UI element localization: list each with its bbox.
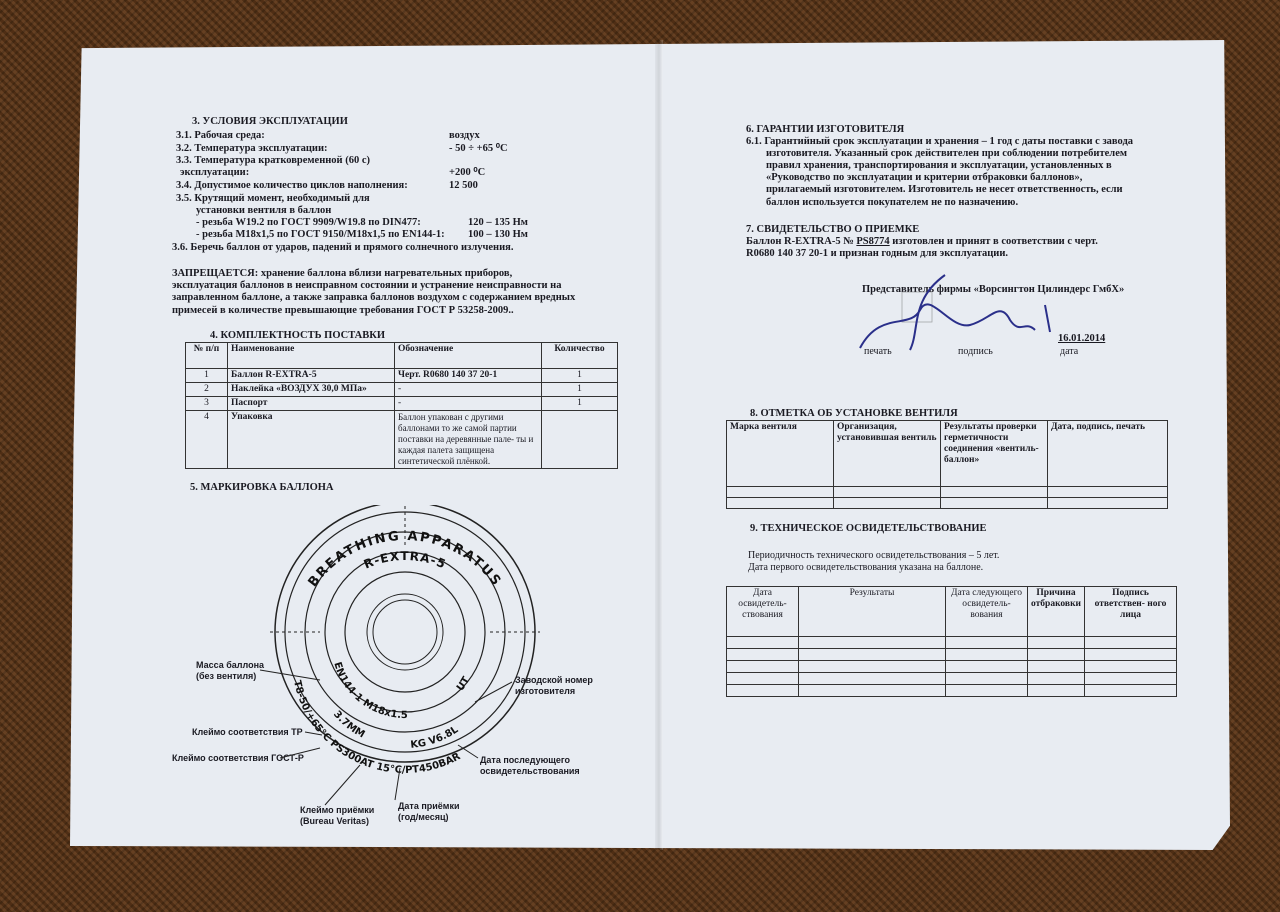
cell: 2 <box>186 383 228 397</box>
prohibition-text: ЗАПРЕЩАЕТСЯ: хранение баллона вблизи нагревательных приборов, <box>172 268 513 279</box>
s9-line: Дата первого освидетельствования указана на баллоне. <box>748 562 984 573</box>
ring-text-standard: EN144-1 M18x1.5 <box>331 660 408 722</box>
acceptance-date: 16.01.2014 <box>1058 333 1106 344</box>
label-gost-mark: Клеймо соответствия ГОСТ-Р <box>172 753 304 763</box>
label-acceptance-mark: Клеймо приёмки <box>300 805 375 815</box>
col-header: Наименование <box>228 343 395 369</box>
ring-text-weight: KG V6.8L <box>409 724 461 751</box>
section-6-title: 6. ГАРАНТИИ ИЗГОТОВИТЕЛЯ <box>746 124 905 135</box>
col-header: Результаты <box>799 587 946 637</box>
table-row <box>186 411 618 469</box>
table-header <box>186 343 618 369</box>
col-header: Дата освидетель- ствования <box>727 587 799 637</box>
valve-table <box>726 420 1168 509</box>
table-row <box>727 498 1168 509</box>
svg-text:R-EXTRA-5 <box>362 549 449 572</box>
representative: Представитель фирмы «Ворсингтон Цилиндерс ГмбХ» <box>862 284 1125 295</box>
ring-text-wall: 3.7MM <box>331 708 367 741</box>
s7-text: Баллон R-EXTRA-5 № <box>746 236 857 247</box>
cell: 3 <box>186 397 228 411</box>
s3-row: 3.5. Крутящий момент, необходимый для <box>176 193 370 204</box>
col-header: Обозначение <box>395 343 542 369</box>
cell: Упаковка <box>228 411 395 469</box>
cell: Наклейка «ВОЗДУХ 30,0 МПа» <box>228 383 395 397</box>
s3-value: - 50 ÷ +65 ⁰C <box>449 143 508 154</box>
s7-text: изготовлен и принят в соответствии с черт. <box>889 236 1098 247</box>
cell: 1 <box>542 369 618 383</box>
cell: Баллон R-EXTRA-5 <box>228 369 395 383</box>
cell: Паспорт <box>228 397 395 411</box>
cell: 1 <box>542 383 618 397</box>
label-mass-sub: (без вентиля) <box>196 671 257 681</box>
s6-line: изготовителя. Указанный срок действителен при соблюдении потребителем <box>766 148 1128 159</box>
label-acceptance-date: Дата приёмки <box>398 801 460 811</box>
table-row <box>727 487 1168 498</box>
s3-row: 3.3. Температура кратковременной (60 с) <box>176 155 371 166</box>
section-3-title: 3. УСЛОВИЯ ЭКСПЛУАТАЦИИ <box>192 116 348 127</box>
ring-text-model: R-EXTRA-5 <box>361 548 449 572</box>
label-serial-sub: изготовителя <box>515 686 576 696</box>
s3-row: - резьба W19.2 по ГОСТ 9909/W19.8 по DIN477: <box>196 217 421 228</box>
table-row <box>727 637 1177 649</box>
s3-row: 3.4. Допустимое количество циклов наполнения: <box>176 180 408 191</box>
cell <box>542 411 618 469</box>
s3-row: 3.6. Беречь баллон от ударов, падений и прямого солнечного излучения. <box>172 242 514 253</box>
label-acceptance-sub: (Bureau Veritas) <box>300 816 370 826</box>
label-next-inspection-sub: освидетельствования <box>480 766 580 776</box>
table-row <box>727 685 1177 697</box>
s3-row: 3.1. Рабочая среда: <box>176 130 265 141</box>
cell: Баллон упакован с другими баллонами то же самой партии поставки на деревянные пале- ты и каждая палета защищена синтетической плёнкой. <box>395 411 542 469</box>
ring-text-breathing: BREATHING APPARATUS <box>305 528 505 590</box>
cell: 1 <box>542 397 618 411</box>
cell: 4 <box>186 411 228 469</box>
cell: 1 <box>186 369 228 383</box>
col-header: Количество <box>542 343 618 369</box>
s3-row: 3.2. Температура эксплуатации: <box>176 143 328 154</box>
col-header: № п/п <box>186 343 228 369</box>
table-row <box>186 383 618 397</box>
cell: Черт. R0680 140 37 20-1 <box>395 369 542 383</box>
label-serial: Заводской номер <box>515 675 593 685</box>
col-header: Причина отбраковки <box>1028 587 1085 637</box>
s6-line: 6.1. Гарантийный срок эксплуатации и хранения – 1 год с даты поставки с завода <box>746 136 1134 147</box>
s3-row: - резьба M18x1,5 по ГОСТ 9150/M18x1,5 по EN144-1: <box>196 229 445 240</box>
col-header: Результаты проверки герметичности соединения «вентиль-баллон» <box>941 421 1048 487</box>
table-header <box>727 587 1177 637</box>
label-next-inspection: Дата последующего <box>480 755 570 765</box>
prohibition-text: примесей в количестве превышающие требования ГОСТ Р 53258-2009.. <box>172 305 514 316</box>
s6-line: прилагаемый изготовителем. Изготовитель не несет ответственность, если <box>766 184 1123 195</box>
table-row <box>186 369 618 383</box>
serial-number: PS8774 <box>856 236 890 247</box>
delivery-table <box>185 342 618 469</box>
table-row <box>727 661 1177 673</box>
section-4-title: 4. КОМПЛЕКТНОСТЬ ПОСТАВКИ <box>210 330 386 341</box>
s6-line: баллон используется покупателем не по назначению. <box>766 197 1019 208</box>
s6-line: «Руководство по эксплуатации и критерии отбраковки баллонов», <box>766 172 1083 183</box>
col-header: Марка вентиля <box>727 421 834 487</box>
s3-row: установки вентиля в баллон <box>196 205 332 216</box>
table-row <box>186 397 618 411</box>
section-8-title: 8. ОТМЕТКА ОБ УСТАНОВКЕ ВЕНТИЛЯ <box>750 408 958 419</box>
caption-stamp: печать <box>864 346 892 357</box>
section-7-title: 7. СВИДЕТЕЛЬСТВО О ПРИЕМКЕ <box>746 224 920 235</box>
table-row <box>727 673 1177 685</box>
col-header: Дата следующего освидетель- вования <box>946 587 1028 637</box>
label-acceptance-date-sub: (год/месяц) <box>398 812 449 822</box>
s3-value: 100 – 130 Нм <box>468 229 528 240</box>
s3-value: 12 500 <box>449 180 478 191</box>
cell: - <box>395 383 542 397</box>
ring-text-pressure: T8-50/+65°C PS300AT 15°C/PT450BAR <box>291 679 463 777</box>
s9-line: Периодичность технического освидетельствования – 5 лет. <box>748 550 1000 561</box>
table-row <box>727 649 1177 661</box>
label-tr-mark: Клеймо соответствия ТР <box>192 727 303 737</box>
leader-lines <box>250 640 540 810</box>
s3-value: воздух <box>449 130 480 141</box>
col-header: Дата, подпись, печать <box>1048 421 1168 487</box>
ring-text-ut: UT <box>454 675 473 694</box>
section-9-title: 9. ТЕХНИЧЕСКОЕ ОСВИДЕТЕЛЬСТВОВАНИЕ <box>750 523 987 534</box>
s7-line: R0680 140 37 20-1 и признан годным для эксплуатации. <box>746 248 1009 259</box>
label-mass: Масса баллона <box>196 660 265 670</box>
table-header <box>727 421 1168 487</box>
s6-line: правил хранения, транспортирования и эксплуатации, установленных в <box>766 160 1112 171</box>
s3-value: 120 – 135 Нм <box>468 217 528 228</box>
caption-date: дата <box>1060 346 1079 357</box>
section-5-title: 5. МАРКИРОВКА БАЛЛОНА <box>190 482 334 493</box>
prohibition-text: заправленном баллоне, а также заправка баллонов воздухом с содержанием вредных <box>172 292 576 303</box>
paper-fold <box>655 40 663 850</box>
caption-signature: подпись <box>958 346 993 357</box>
prohibition-text: эксплуатация баллонов в неисправном состоянии и устранение неисправности на <box>172 280 562 291</box>
inspection-table <box>726 586 1177 697</box>
col-header: Организация, установившая вентиль <box>834 421 941 487</box>
s3-row: эксплуатации: <box>180 167 250 178</box>
s3-value: +200 ⁰C <box>449 167 486 178</box>
s7-line <box>746 236 1098 248</box>
col-header: Подпись ответствен- ного лица <box>1085 587 1177 637</box>
cell: - <box>395 397 542 411</box>
